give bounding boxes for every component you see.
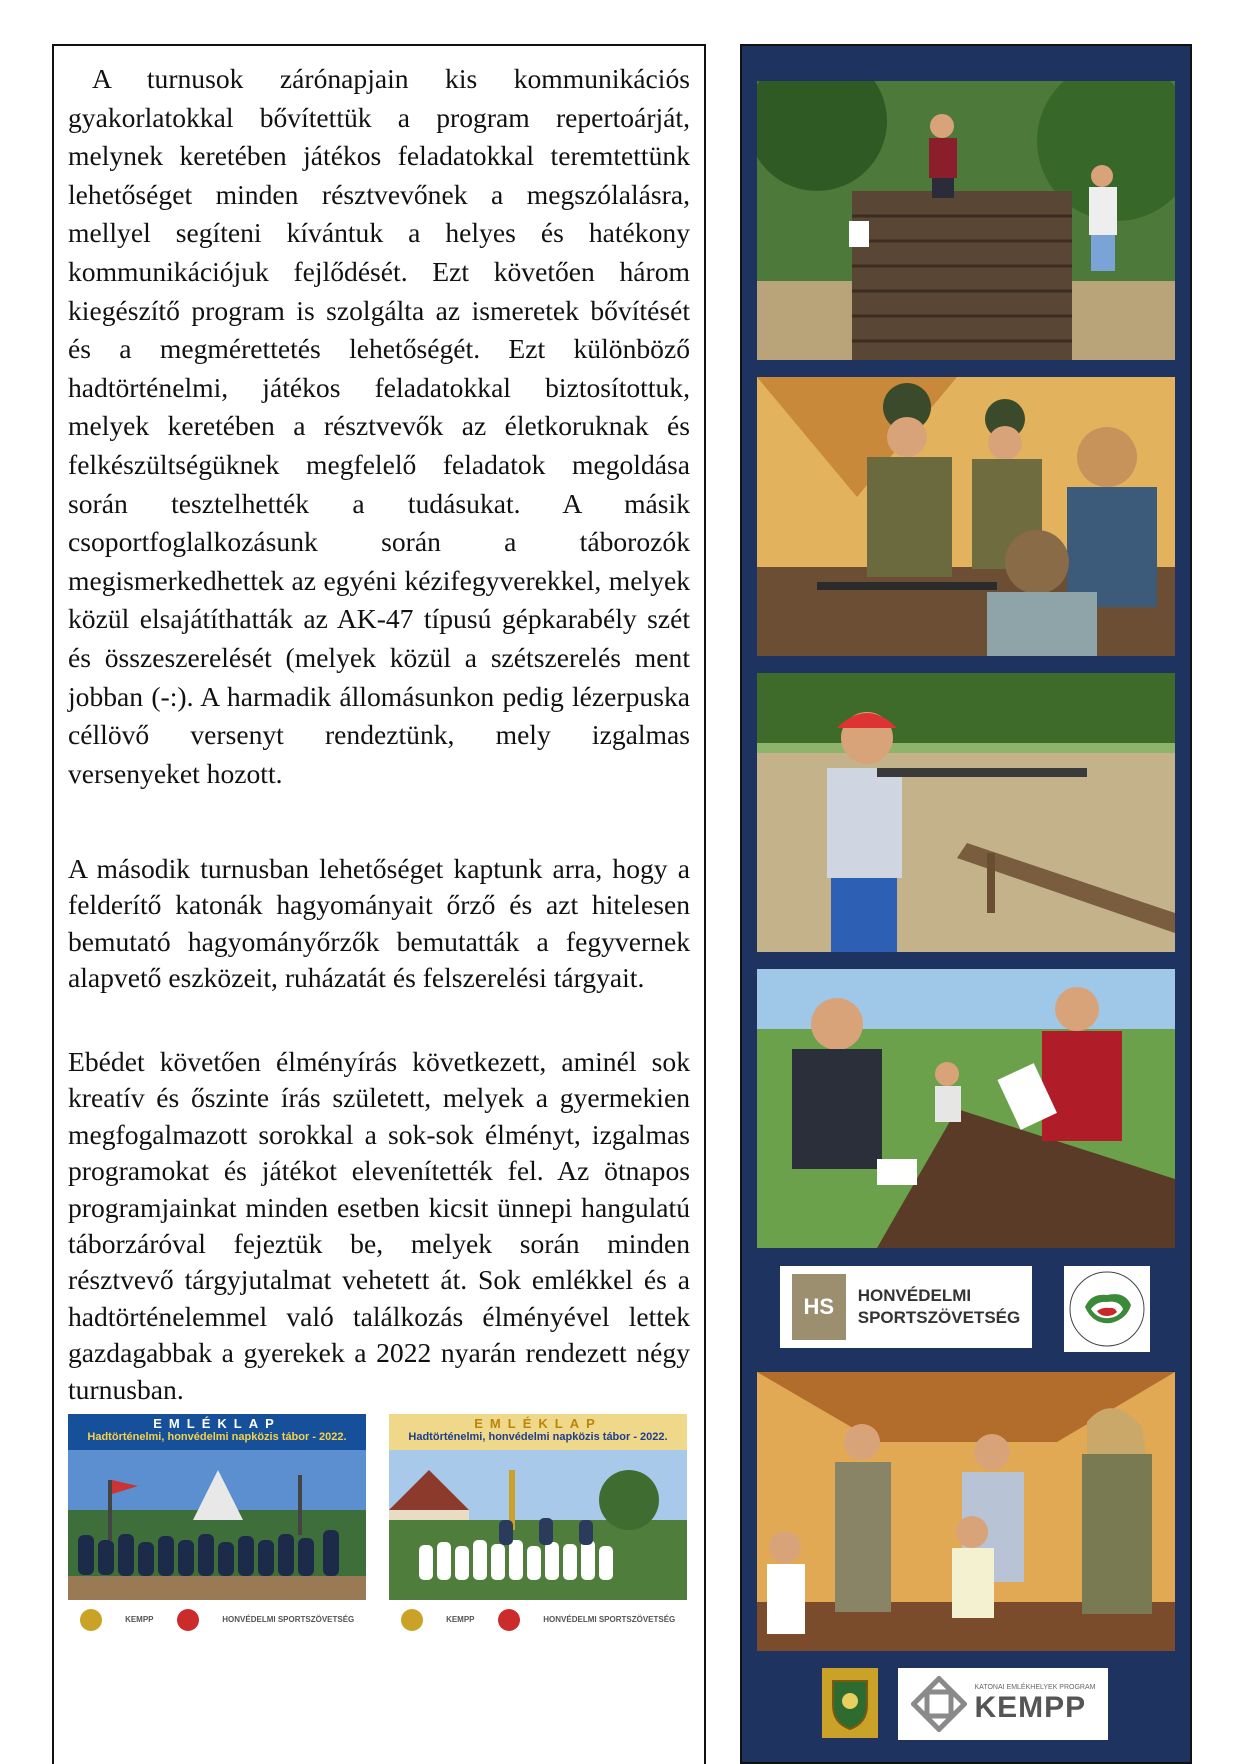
emleklap-logos [68,1600,366,1639]
crest-icon [829,1675,871,1731]
hs-logo-box [780,1266,1032,1348]
hs-logo: HONVÉDELMI SPORTSZÖVETSÉG [543,1615,676,1624]
kempp-logo: KEMPP [125,1615,154,1624]
photo-laser-shooting [757,673,1175,952]
emleklap-subtitle: Hadtörténelmi, honvédelmi napközis tábor - 2022. [87,1431,347,1443]
emleklap-header [68,1414,366,1450]
hs-logo-line2: SPORTSZÖVETSÉG [857,1308,1021,1327]
hs-mark-icon: HS [792,1274,846,1340]
vedelmi-bizottsag-badge [1064,1266,1150,1352]
photo-weapons-demo [757,377,1175,656]
group-photo [389,1450,687,1600]
crest-icon [80,1609,102,1631]
photo-obstacle-wall [757,81,1175,360]
kempp-knot-icon [911,1676,967,1732]
hs-logo: HONVÉDELMI SPORTSZÖVETSÉG [222,1615,355,1624]
emleklap-card-1 [68,1414,366,1639]
emleklap-card-2 [389,1414,687,1639]
paragraph-2: A második turnusban lehetőséget kaptunk arra, hogy a felderítő katonák hagyományait őrző és azt hitelesen bemutató hagyományőrzők bemutatták a fegyvernek alapvető eszközeit, ruházatát és felszerelési tárgyait. [68,853,690,994]
kempp-logo-box [898,1668,1108,1740]
hs-logo-line1: HONVÉDELMI [857,1286,972,1305]
crest-logo [822,1668,878,1738]
photo-writing-table [757,969,1175,1248]
emleklap-logos [389,1600,687,1639]
photo-award-ceremony [757,1372,1175,1651]
hungary-map-icon [1067,1269,1147,1349]
photo-sidebar [740,44,1192,1764]
paragraph-1: A turnusok zárónapjain kis kommunikációs gyakorlatokkal bővítettük a program repertoárját, melynek keretében játékos feladatokkal teremtettünk lehetőséget minden résztvevőnek a megszólalásra, mellyel segíteni kívántuk a helyes és hatékony kommunikációjuk fejlődését. Ezt követően három kiegészítő program is szolgálta az ismeretek bővítését és a megmérettetés lehetőségét. Ezt különböző hadtörténelmi, játékos feladatokkal biztosítottuk, melyek keretében a résztvevők az életkoruknak és felkészültségüknek megfelelő feladatok megoldása során tesztelhették a tudásukat. A másik csoportfoglalkozásunk során a táborozók megismerkedhettek az egyéni kézifegyverekkel, melyek közül elsajátíthatták az AK-47 típusú gépkarabély szét és összeszerelését (melyek közül a szétszerelés ment jobban (-:). A harmadik állomásunkon pedig lézerpuska céllövő versenyt rendeztünk, mely izgalmas versenyeket hozott. [68,63,690,789]
emleklap-title: EMLÉKLAP [153,1416,281,1431]
kempp-logo: KEMPP [446,1615,475,1624]
crest-icon [401,1609,423,1631]
paragraph-3: Ebédet követően élményírás következett, aminél sok kreatív és őszinte írás született, melyek a gyermekien megfogalmazott sorokkal a sok-sok élményt, izgalmas programokat és játékot elevenítették fel. Az ötnapos programjainkat minden esetben kicsit ünnepi hangulatú táborzáróval fejeztük be, melyek során minden résztvevő tárgyjutalmat vehetett át. Sok emlékkel és a hadtörténelemmel való találkozás élményével lettek gazdagabbak a gyerekek a 2022 nyarán rendezett négy turnusban. [68,1046,690,1405]
kempp-subtitle: KATONAI EMLÉKHELYEK PROGRAM [974,1683,1096,1691]
kempp-wordmark: KEMPP [974,1690,1087,1724]
hungary-badge-icon [498,1609,520,1631]
emleklap-header [389,1414,687,1450]
group-photo [68,1450,366,1600]
emleklap-subtitle: Hadtörténelmi, honvédelmi napközis tábor - 2022. [408,1431,668,1443]
hungary-badge-icon [177,1609,199,1631]
emleklap-title: EMLÉKLAP [474,1416,602,1431]
